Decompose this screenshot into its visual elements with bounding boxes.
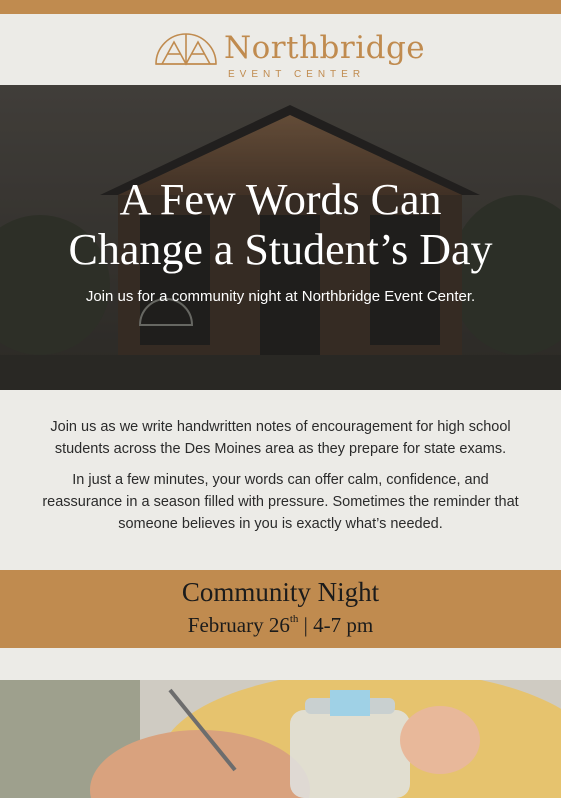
intro-p2-line2: reassurance in a season filled with pressure. Sometimes the reminder that <box>42 494 519 510</box>
event-title: Community Night <box>181 577 380 607</box>
intro-p2-line1: In just a few minutes, your words can offer calm, confidence, and <box>72 472 489 488</box>
hero-title-line-2: Change a Student’s Day <box>68 225 493 274</box>
intro-p2-line3: someone believes in you is exactly what’s needed. <box>118 516 443 532</box>
logo-name: Northbridge <box>224 30 426 66</box>
hero-section <box>0 85 561 390</box>
logo[interactable] <box>154 22 426 80</box>
arch-logo-icon <box>154 28 218 68</box>
event-date-suffix: th <box>289 613 299 625</box>
event-time: | 4-7 pm <box>298 613 374 637</box>
intro-paragraph-1 <box>0 416 561 460</box>
header <box>0 14 561 85</box>
event-band <box>0 570 561 648</box>
hero-title <box>0 175 561 275</box>
writing-notes-image <box>0 680 561 798</box>
hero-subtitle: Join us for a community night at Northbridge Event Center. <box>85 288 476 305</box>
notes-jar-photo <box>0 680 561 798</box>
intro-paragraph-2 <box>0 469 561 535</box>
event-date <box>0 613 561 638</box>
intro-text <box>0 416 561 544</box>
top-accent-bar <box>0 0 561 14</box>
hero-title-line-1: A Few Words Can <box>119 175 442 224</box>
logo-subtitle: EVENT CENTER <box>228 69 366 80</box>
event-date-day: February 26 <box>187 613 290 637</box>
intro-p1-line1: Join us as we write handwritten notes of encouragement for high school <box>50 419 511 435</box>
intro-p1-line2: students across the Des Moines area as they prepare for state exams. <box>54 441 507 457</box>
